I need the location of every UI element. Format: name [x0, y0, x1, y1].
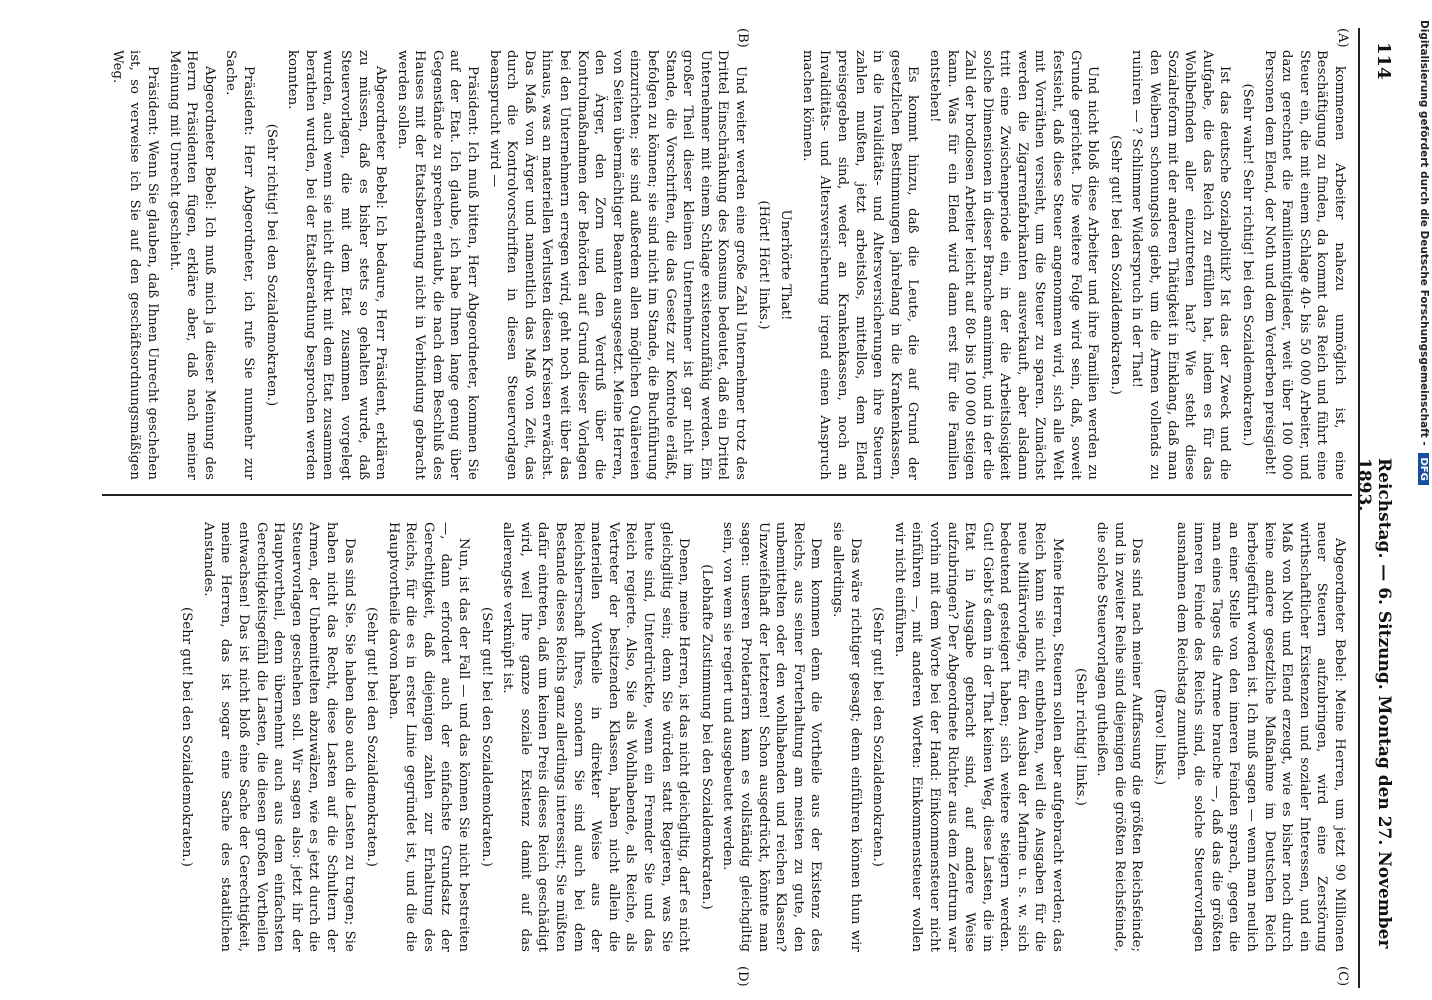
left-column [104, 50, 1348, 480]
interjection: (Sehr gut! bei den Sozialdemokraten.) [179, 607, 195, 867]
session-title: Reichstag. — 6. Sitzung. Montag den 27. November 1893. [1354, 458, 1394, 949]
margin-mark-c: (C) [1335, 966, 1350, 987]
page-header [1354, 28, 1400, 988]
dfg-logo: DFG [1418, 453, 1429, 484]
watermark-text: Digitalisierung gefördert durch die Deutsche Forschungsgemeinschaft - [1418, 20, 1430, 446]
interjection: (Sehr gut! bei den Sozialdemokraten.) [870, 607, 886, 867]
paragraph: Abgeordneter Bebel: Meine Herren, um jetzt 90 Millionen neuer Steuern aufzubringen, wird eine Zerstörung wirthschaftlicher Existenzen und sozialer Interessen, und ein Maß von Noth und Elend erzeugt, wie es bisher noch durch keine andere gesetzliche Maßnahme im Deutschen Reich herbeigeführt worden ist. Ich muß sagen — wenn man neulich an einer Stelle von den inneren Feinden sprach, gegen die man eines Tages die Armee brauche —, daß das die größten inneren Feinde des Reichs sind, die solche Steuervorlagen ausnahmen dem Reichstag zumuthen. [1173, 522, 1347, 952]
page-number: 114 [1373, 42, 1394, 80]
interjection: (Hört! Hört! links.) [755, 200, 771, 330]
interjection: Unerhörte That! [778, 209, 794, 321]
paragraph: Präsident: Ich muß bitten, Herr Abgeordneter, kommen Sie auf der Etat. Ich glaube, ich habe Ihnen lange genug über Gegenstände zu sprechen erlaubt, die nach dem Beschluß des Hauses mit der Etatsberathung nicht in Verbindung gebracht werden sollen. [394, 50, 481, 480]
paragraph: Das sind nach meiner Auffassung die größten Reichsfeinde; und in zweiter Reihe sind diejenigen die größten Reichsfeinde, die solche Steuervorlagen gutheißen. [1094, 522, 1145, 952]
interjection: (Sehr gut! bei den Sozialdemokraten.) [364, 607, 380, 867]
paragraph: Ist das deutsche Sozialpolitik? Ist das der Zweck und die Aufgabe, die das Reich zu erfüllen hat, indem es für das Wohlbefinden aller einzutreten hat? Wie steht diese Sozialreform mit der anderen Thätigkeit in Einklang, daß man den Weibern schonungslos giebt, um die Armen vollends zu ruiniren — ? Schlimmer Widerspruch in der That! [1129, 50, 1233, 480]
paragraph: Es kommt hinzu, daß die Leute, die auf Grund der gesetzlichen Bestimmungen jahrelang in die Krankenkassen, in die Invaliditäts- und Altersversicherungen ihre Steuern zahlen mußten, jetzt arbeitslos, mittellos, dem Elend preisgegeben sind, weder an Krankenkassen, noch an Invaliditäts- und Altersversicherung irgend einen Anspruch machen können. [799, 50, 921, 480]
paragraph: Und nicht bloß diese Arbeiter und ihre Familien werden zu Grunde gerichtet. Die weitere Folge wird sein, daß, soweit festsieht, daß diese Steuer angenommen wird, sich alle Welt mit Vorräthen versieht, um die Steuer zu sparen. Zunächst werden die Zigarrenfabrikanten ausverkauft, aber alsdann tritt eine Zwischenperiode ein, in der die Arbeitslosigkeit solche Dimensionen in dieser Branche annimmt, und in der die Zahl der brodlosen Arbeiter leicht auf 80- bis 100 000 steigen kann. Was für ein Elend wird dann erst für die Familien entstehen! [926, 50, 1101, 480]
interjection: (Sehr richtig! links.) [1072, 667, 1088, 807]
paragraph: Meine Herren, Steuern sollen aber aufgebracht werden; das Reich kann sie nicht entbehren, weil die Ausgaben für die neue Militärvorlage, für den Ausbau der Marine u. s. w. sich bedeutend gesteigert haben; sich weitere steigern werden. Gut! Giebt's denn in der That keinen Weg, diese Lasten, die im Etat in Ausgabe gebracht sind, auf andere Weise aufzubringen? Der Abgeordnete Richter aus dem Zentrum war vorhin mit dem Worte bei der Hand: Einkommensteuer nicht einführen —, mit anderen Worten: Einkommensteuer wollen wir nicht einführen. [891, 522, 1066, 952]
interjection: (Lebhafte Zustimmung bei den Sozialdemokraten.) [698, 564, 714, 910]
interjection: (Sehr gut! bei den Sozialdemokraten.) [1107, 135, 1123, 395]
interjection: (Sehr richtig! bei den Sozialdemokraten.) [263, 123, 279, 407]
paragraph: Abgeordneter Bebel: Ich bedaure, Herr Präsident, erklären zu müssen, daß es bisher stets so gehalten wurde, daß Steuervorlagen, die mit dem Etat zusammen vorgelegt wurden, auch wenn sie nicht direkt mit dem Etat zusammen berathen wurden, bei der Etatsberathung besprochen werden konnten. [285, 50, 389, 480]
interjection: (Bravo! links.) [1152, 688, 1168, 786]
paragraph: Und weiter werden eine große Zahl Unternehmer trotz des Drittel Einschränkung des Konsums bedeutet, daß ein Drittel Unternehmer mit einem Schlage existenzunfähig werden. Ein großer Theil dieser kleinen Unternehmer ist gar nicht im Stande, die Vorschriften, die das Gesetz zur Kontrole erläßt, befolgen zu können; sie sind nicht im Stande, die Buchführung einzurichten; sie sind außerdem allen möglichen Quälereien von Seiten übermächtiger Beamten ausgesetzt. Meine Herren, den Ärger, den Zorn und den Verdruß über die Kontrolmaßnahmen der Behörden auf Grund dieser Vorlagen bei den Unternehmern erregen wird, geht noch weit über das hinaus, was an materiellen Verlusten diesen Kreisen erwächst. Das Maß von Ärger und namentlich das Maß von Zeit, das durch die Kontrolvorschriften in diesen Steuervorlagen beansprucht wird — [486, 50, 748, 480]
dfg-watermark [1406, 20, 1430, 970]
margin-mark-b: (B) [735, 28, 750, 48]
paragraph: Präsident: Herr Abgeordneter, ich rufe Sie nunmehr zur Sache. [223, 50, 256, 480]
header-rule [1358, 28, 1360, 988]
paragraph: Das wäre richtiger gesagt; denn einführen können thun wir sie allerdings. [829, 522, 863, 952]
margin-mark-a: (A) [1335, 28, 1350, 48]
paragraph: Dem kommen denn die Vortheile aus der Existenz des Reichs, aus seiner Forterhaltung am meisten zu gute, den unbemittelten oder den wohlhabenden und reichen Klassen? Unzweifelhaft der letzteren! Schon ausgedrückt, könnte man sagen: unseren Proletariern kann es vollständig gleichgiltig sein, von wem sie regiert und ausgebeutet werden. [720, 522, 824, 952]
margin-mark-d: (D) [735, 966, 750, 987]
paragraph: kommenen Arbeiter nahezu unmöglich ist, eine Beschäftigung zu finden, da kommt das Reich und führt eine Steuer ein, die mit einem Schlage 40- bis 50 000 Arbeiter, und dazu gerechnet die Familienmitglieder, weit über 100 000 Personen dem Elend, der Noth und dem Verderben preisgiebt! [1261, 50, 1347, 480]
paragraph: Abgeordneter Bebel: Ich muß mich ja dieser Meinung des Herrn Präsidenten fügen, erkläre aber, daß nach meiner Meinung mit Unrecht geschieht. [166, 50, 217, 480]
paragraph: Präsident: Wenn Sie glauben, daß Ihnen Unrecht geschehen ist, so verweise ich Sie auf den geschäftsordnungsmäßigen Weg. [109, 50, 160, 480]
column-divider [102, 494, 1352, 496]
right-column [173, 522, 1348, 952]
paragraph: Denen, meine Herren, ist das nicht gleichgiltig, darf es nicht gleichgiltig sein; denn Sie würden statt Regieren, was Sie heute sind, Unterdrückte, wenn ein Fremder Sie und das Reich regierte. Also, Sie als Wohlhabende, als Reiche, als Vertreter der besitzenden Klassen, haben nicht allein die materiellen Vortheile in direkter Weise aus der Reichsherrschaft Ihres, sondern Sie sind auch bei dem Bestande dieses Reichs ganz allerdings interessirt; Sie müßten dafür eintreten, daß um keinen Preis dieses Reich geschädigt wird, weil Ihre ganze soziale Existenz damit auf das allerengste verknüpft ist. [500, 522, 692, 952]
rotated-page-content [28, 28, 1400, 988]
paragraph: Das sind Sie. Sie haben also auch die Lasten zu tragen; Sie haben nicht das Recht, diese Lasten auf die Schultern der Armen, der Unbemittelten abzuwälzen, wie es jetzt durch die Steuervorlagen geschehen soll. Wir sagen also: jetzt ihr der Hauptvortheil, denn übernehmt auch aus dem einfachsten Gerechtigkeitsgefühl die Lasten, die diesen großen Vortheilen entwachsen! Das ist nicht bloß eine Sache der Gerechtigkeit, meine Herren, das ist sogar eine Sache des staatlichen Anstandes. [200, 522, 357, 952]
interjection: (Sehr gut! bei den Sozialdemokraten.) [478, 607, 494, 867]
interjection: (Sehr wahr! Sehr richtig! bei den Sozialdemokraten.) [1240, 83, 1256, 447]
paragraph: Nun, ist das der Fall — und das können Sie nicht bestreiten —, dann erfordert auch der einfachste Grundsatz der Gerechtigkeit, daß diejenigen zahlen zur Erhaltung des Reichs, für die es in erster Linie gegründet ist, und die die Hauptvortheile davon haben. [385, 522, 472, 952]
